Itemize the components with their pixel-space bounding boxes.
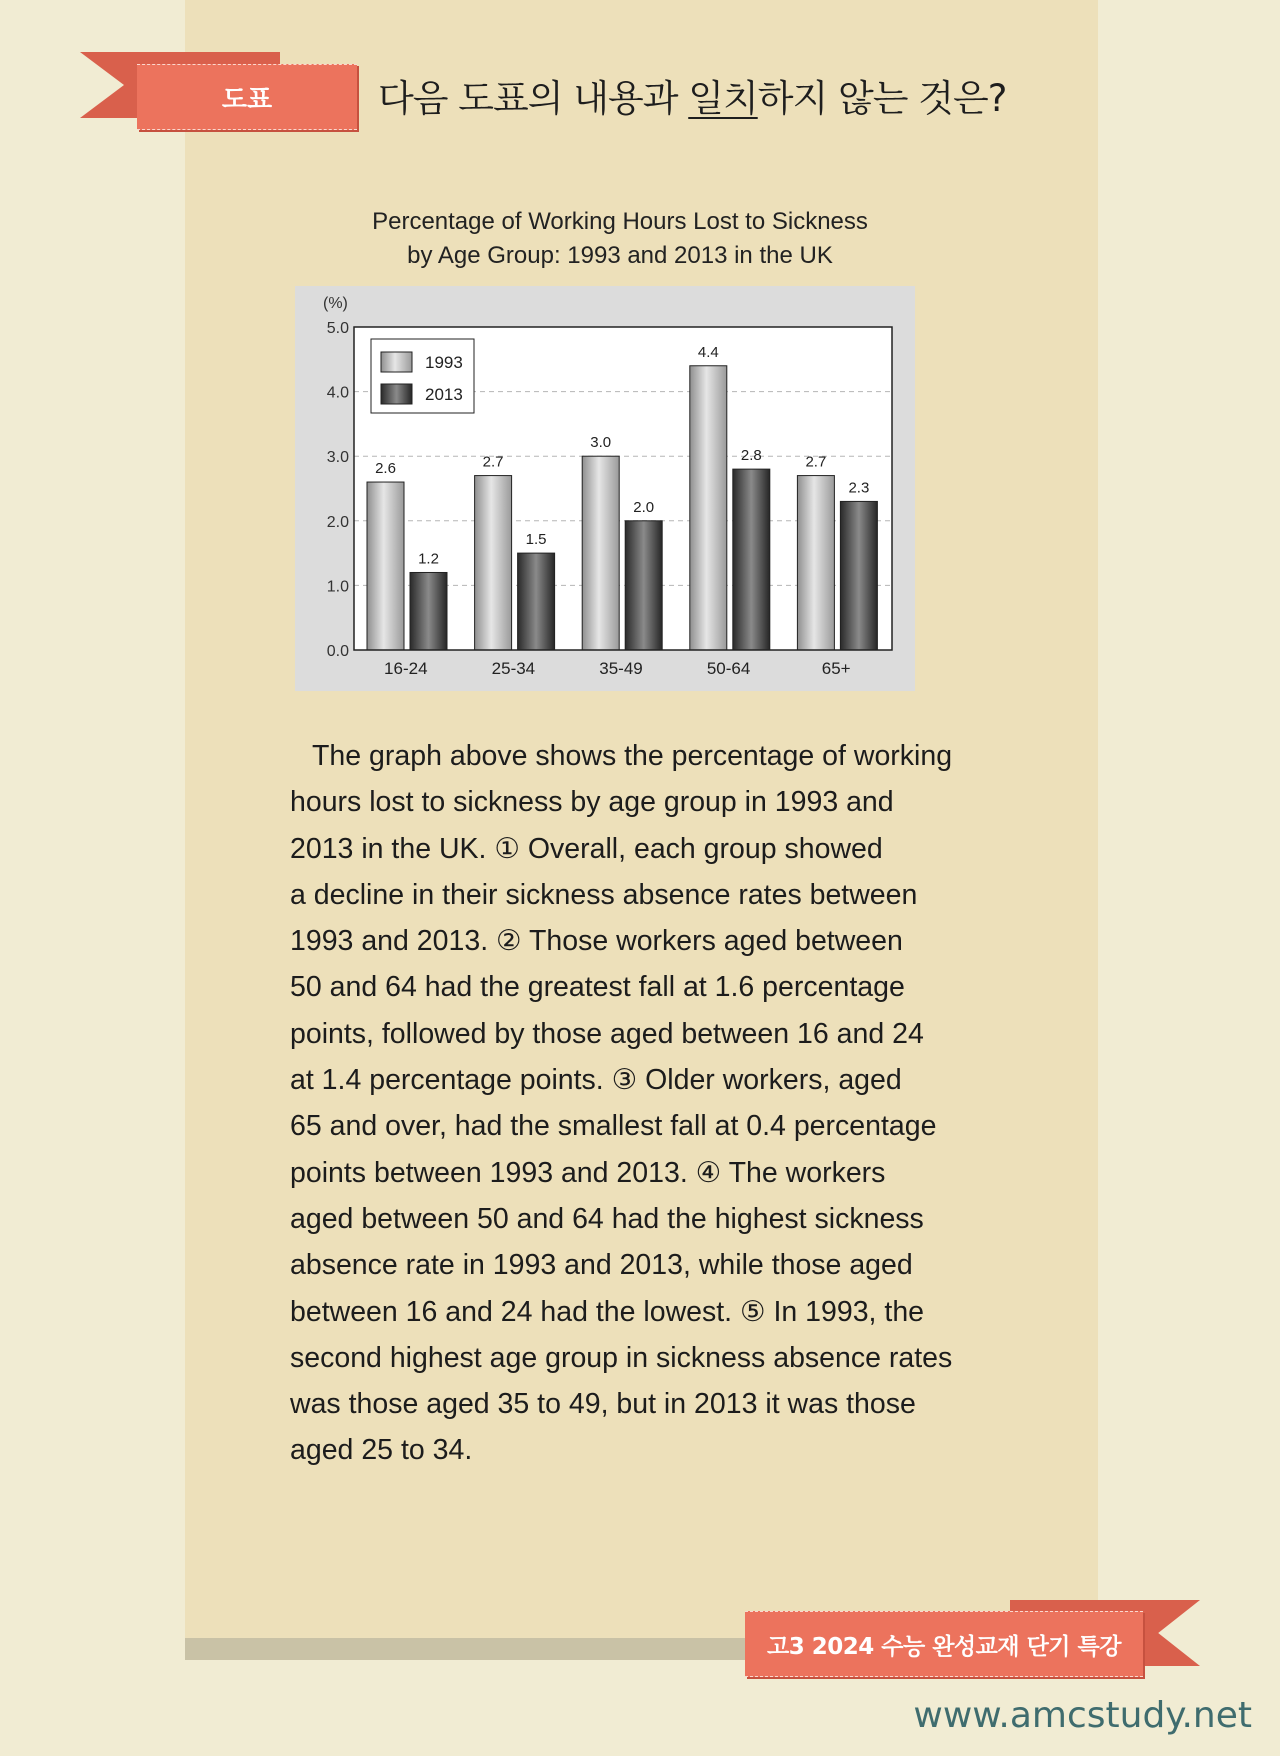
chart-title <box>300 205 940 273</box>
passage-line: hours lost to sickness by age group in 1993 and <box>290 786 894 819</box>
x-tick-label: 50-64 <box>706 659 751 678</box>
bar-2013 <box>518 553 555 650</box>
y-tick-label: 2.0 <box>326 513 349 531</box>
passage-line: was those aged 35 to 49, but in 2013 it was those <box>290 1388 916 1421</box>
footer-tag: 고3 2024 수능 완성교재 단기 특강 <box>745 1611 1143 1677</box>
x-tick-label: 65+ <box>821 659 851 678</box>
bar-value-label: 4.4 <box>697 343 719 361</box>
passage-line: a decline in their sickness absence rates between <box>290 878 918 911</box>
passage-line: second highest age group in sickness absence rates <box>290 1341 953 1374</box>
question-underlined-word: 일치 <box>688 77 758 120</box>
passage-line: 50 and 64 had the greatest fall at 1.6 percentage <box>290 971 905 1004</box>
y-tick-label: 1.0 <box>326 578 349 596</box>
bar-value-label: 3.0 <box>590 434 612 452</box>
chart-title-line1: Percentage of Working Hours Lost to Sickness <box>372 208 868 235</box>
x-tick-label: 35-49 <box>599 659 643 678</box>
bar-2013 <box>733 469 770 650</box>
y-tick-label: 5.0 <box>326 320 349 337</box>
bar-value-label: 2.7 <box>482 453 504 471</box>
passage-line: 2013 in the UK. ① Overall, each group showed <box>290 832 883 865</box>
x-tick-label: 16-24 <box>384 659 428 678</box>
bar-1993 <box>690 366 727 650</box>
passage-line: aged between 50 and 64 had the highest sickness <box>290 1202 924 1235</box>
legend-swatch-2013 <box>381 384 412 404</box>
y-tick-label: 0.0 <box>326 643 349 660</box>
bar-value-label: 2.3 <box>848 479 870 497</box>
y-tick-label: 3.0 <box>326 449 349 467</box>
legend-label: 2013 <box>425 385 463 404</box>
passage <box>290 733 1050 1474</box>
passage-line: at 1.4 percentage points. ③ Older workers, aged <box>290 1064 902 1097</box>
passage-line: points, followed by those aged between 16 and 24 <box>290 1017 924 1050</box>
passage-line: absence rate in 1993 and 2013, while those aged <box>290 1249 913 1282</box>
question-text-after: 하지 않는 것은? <box>757 77 1007 120</box>
passage-line: 65 and over, had the smallest fall at 0.4 percentage <box>290 1110 937 1143</box>
bar-value-label: 2.8 <box>740 447 762 465</box>
bar-1993 <box>797 476 834 650</box>
passage-line: points between 1993 and 2013. ④ The workers <box>290 1156 886 1189</box>
category-tag: 도표 <box>137 64 357 130</box>
legend-label: 1993 <box>425 353 463 372</box>
passage-line: aged 25 to 34. <box>290 1434 473 1467</box>
bar-2013 <box>840 501 877 650</box>
bar-1993 <box>582 456 619 650</box>
passage-line: The graph above shows the percentage of working <box>312 740 953 772</box>
legend-swatch-1993 <box>381 352 412 372</box>
bar-value-label: 2.7 <box>805 453 827 471</box>
bar-1993 <box>475 476 512 650</box>
bar-value-label: 1.2 <box>418 550 439 568</box>
question-title <box>378 68 1006 122</box>
passage-line: between 16 and 24 had the lowest. ⑤ In 1993, the <box>290 1295 925 1328</box>
question-text-before: 다음 도표의 내용과 <box>378 77 689 120</box>
bar-value-label: 2.0 <box>633 498 655 516</box>
y-tick-label: 4.0 <box>326 384 349 402</box>
bar-2013 <box>410 572 447 650</box>
bar-chart <box>295 286 915 691</box>
chart-svg <box>295 286 915 691</box>
x-tick-label: 25-34 <box>491 659 536 678</box>
bar-value-label: 1.5 <box>525 531 547 549</box>
chart-title-line2: by Age Group: 1993 and 2013 in the UK <box>407 242 833 269</box>
website-url: www.amcstudy.net <box>913 1695 1252 1736</box>
bar-value-label: 2.6 <box>375 460 396 478</box>
bar-2013 <box>625 521 662 650</box>
passage-line: 1993 and 2013. ② Those workers aged between <box>290 925 903 958</box>
y-axis-unit: (%) <box>323 295 348 312</box>
bar-1993 <box>367 482 404 650</box>
